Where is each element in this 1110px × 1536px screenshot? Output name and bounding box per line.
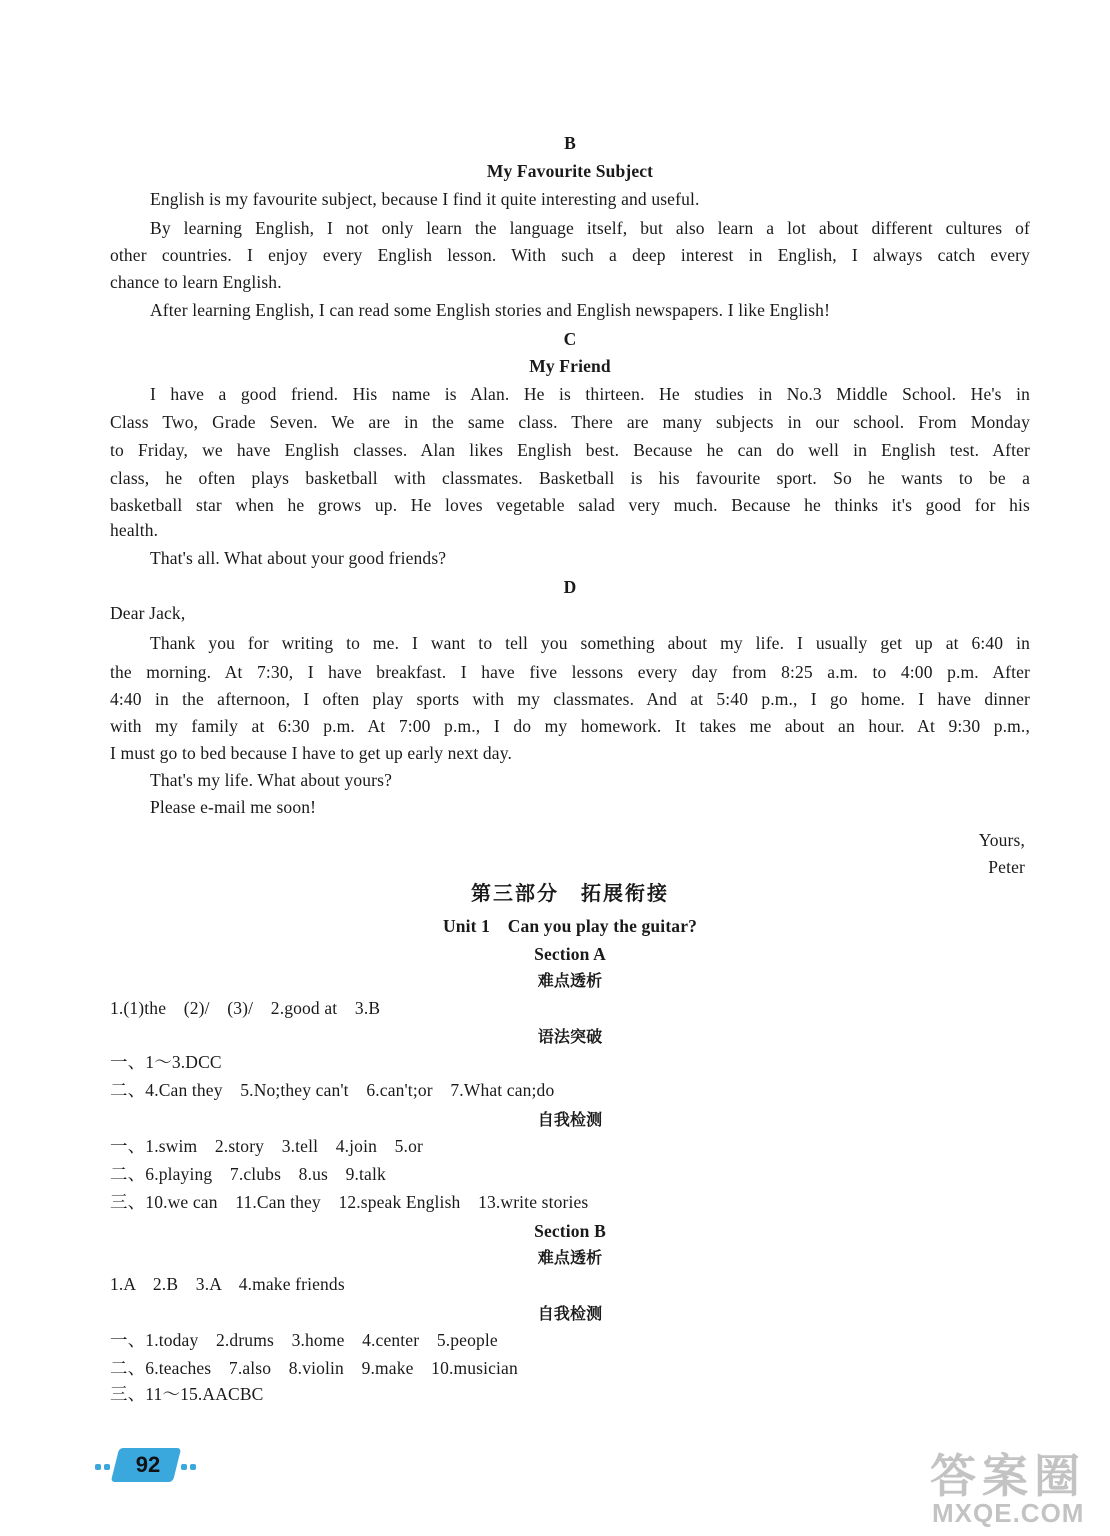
passage-c-line: That's all. What about your good friends? (150, 548, 447, 568)
unit-heading: Unit 1 Can you play the guitar? (442, 916, 698, 936)
subsection-heading: 自我检测 (537, 1304, 603, 1323)
passage-c-line: Class Two, Grade Seven. We are in the same class. There are many subjects in our school. From Monday (110, 412, 1030, 432)
subsection-heading: 语法突破 (537, 1027, 603, 1046)
answer-line: 1.A 2.B 3.A 4.make friends (110, 1274, 345, 1294)
letter-greeting: Dear Jack, (110, 603, 186, 623)
passage-b-line: English is my favourite subject, because I find it quite interesting and useful. (150, 189, 700, 209)
letter-closing: Yours, (978, 830, 1025, 850)
decor-dot (104, 1464, 110, 1470)
passage-b-line: By learning English, I not only learn the language itself, but also learn a lot about different cultures of (150, 218, 1030, 238)
answer-line: 三、11～15.AACBC (110, 1384, 264, 1404)
passage-d-line: That's my life. What about yours? (150, 770, 393, 790)
watermark-site: MXQE.COM (932, 1498, 1085, 1528)
decor-dot (190, 1464, 196, 1470)
passage-title-b: My Favourite Subject (486, 161, 654, 181)
answer-line: 三、10.we can 11.Can they 12.speak English 13.write stories (110, 1192, 589, 1212)
decor-dot (95, 1464, 101, 1470)
passage-b-line: chance to learn English. (110, 272, 282, 292)
decor-dot (181, 1464, 187, 1470)
passage-letter-d: D (563, 577, 577, 597)
section-heading: Section B (534, 1221, 606, 1241)
answer-line: 一、1～3.DCC (110, 1052, 222, 1072)
subsection-heading: 难点透析 (537, 1248, 603, 1267)
passage-b-line: other countries. I enjoy every English lesson. With such a deep interest in English, I always catch every (110, 245, 1030, 265)
answer-line: 二、4.Can they 5.No;they can't 6.can't;or 7.What can;do (110, 1080, 555, 1100)
passage-d-line: with my family at 6:30 p.m. At 7:00 p.m., I do my homework. It takes me about an hour. At 9:30 p.m., (110, 716, 1030, 736)
watermark (930, 1440, 1105, 1530)
passage-c-line: class, he often plays basketball with classmates. Basketball is his favourite sport. So he wants to be a (110, 468, 1030, 488)
answer-line: 二、6.playing 7.clubs 8.us 9.talk (110, 1164, 386, 1184)
passage-d-line: the morning. At 7:30, I have breakfast. I have five lessons every day from 8:25 a.m. to 4:00 p.m. After (110, 662, 1030, 682)
passage-letter-c: C (563, 329, 577, 349)
subsection-heading: 自我检测 (537, 1110, 603, 1129)
passage-c-line: to Friday, we have English classes. Alan likes English best. Because he can do well in English test. After (110, 440, 1030, 460)
passage-c-line: basketball star when he grows up. He loves vegetable salad very much. Because he thinks it's good for his (110, 495, 1030, 515)
passage-title-c: My Friend (529, 356, 611, 376)
passage-d-line: 4:40 in the afternoon, I often play sports with my classmates. And at 5:40 p.m., I go home. I have dinner (110, 689, 1030, 709)
answer-line: 二、6.teaches 7.also 8.violin 9.make 10.musician (110, 1358, 518, 1378)
passage-letter-b: B (564, 133, 576, 153)
answer-line: 一、1.swim 2.story 3.tell 4.join 5.or (110, 1136, 423, 1156)
passage-c-line: health. (110, 520, 159, 540)
passage-b-line: After learning English, I can read some English stories and English newspapers. I like English! (150, 300, 831, 320)
section-heading: Section A (534, 944, 606, 964)
subsection-heading: 难点透析 (537, 971, 603, 990)
answer-line: 一、1.today 2.drums 3.home 4.center 5.people (110, 1330, 498, 1350)
page-number-badge (95, 1440, 205, 1492)
part-heading: 第三部分 拓展衔接 (471, 881, 669, 905)
page-number: 92 (135, 1452, 161, 1477)
passage-d-line: Please e-mail me soon! (150, 797, 317, 817)
letter-signature: Peter (988, 857, 1025, 877)
passage-c-line: I have a good friend. His name is Alan. He is thirteen. He studies in No.3 Middle School. He's in (150, 384, 1030, 404)
passage-d-line: Thank you for writing to me. I want to tell you something about my life. I usually get up at 6:40 in (150, 633, 1030, 653)
answer-line: 1.(1)the (2)/ (3)/ 2.good at 3.B (110, 998, 381, 1018)
watermark-mark: 答案圈 (930, 1449, 1086, 1503)
passage-d-line: I must go to bed because I have to get up early next day. (110, 743, 513, 763)
